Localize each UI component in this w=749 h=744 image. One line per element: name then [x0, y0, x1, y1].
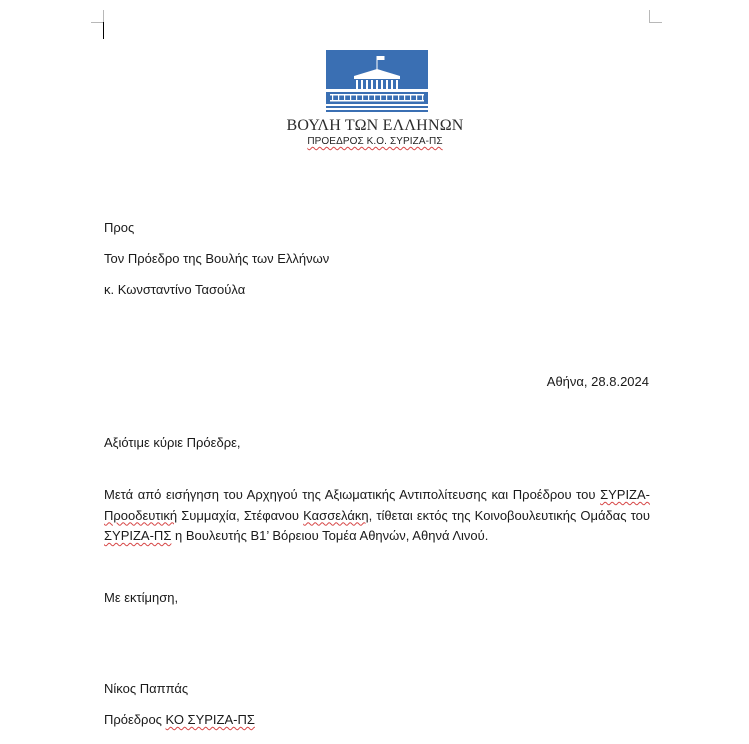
- body-paragraph: Μετά από εισήγηση του Αρχηγού της Αξιωματικής Αντιπολίτευσης και Προέδρου του ΣΥΡΙΖΑ-Προοδευτική Συμμαχία, Στέφανου Κασσελάκη, τίθεται εκτός της Κοινοβουλευτικής Ομάδας του ΣΥΡΙΖΑ-ΠΣ η Βουλευτής Β1’ Βόρειου Τομέα Αθηνών, Αθηνά Λινού.: [104, 487, 650, 543]
- signature-name: Νίκος Παππάς: [104, 681, 189, 696]
- misspelled-word: ΣΥΡΙΖΑ-Προοδευτική: [104, 487, 650, 523]
- salutation: Αξιότιμε κύριε Πρόεδρε,: [104, 435, 241, 450]
- signature-role: Πρόεδρος ΚΟ ΣΥΡΙΖΑ-ΠΣ: [104, 712, 255, 727]
- office-name: ΠΡΟΕΔΡΟΣ Κ.Ο. ΣΥΡΙΖΑ-ΠΣ: [307, 136, 443, 147]
- margin-corner-top-right: [649, 10, 662, 23]
- misspelled-word: Κασσελάκη: [303, 507, 369, 523]
- institution-name: ΒΟΥΛΗ ΤΩΝ ΕΛΛΗΝΩΝ: [286, 117, 464, 134]
- recipient-name: κ. Κωνσταντίνο Τασούλα: [104, 282, 246, 297]
- recipient-to: Προς: [104, 220, 135, 235]
- date-line: Αθήνα, 28.8.2024: [546, 374, 649, 389]
- text-cursor: [103, 22, 104, 39]
- recipient-title: Τον Πρόεδρο της Βουλής των Ελλήνων: [104, 251, 330, 266]
- parliament-logo: [326, 50, 428, 112]
- closing: Με εκτίμηση,: [104, 590, 179, 605]
- misspelled-word: ΣΥΡΙΖΑ-ΠΣ: [104, 528, 172, 543]
